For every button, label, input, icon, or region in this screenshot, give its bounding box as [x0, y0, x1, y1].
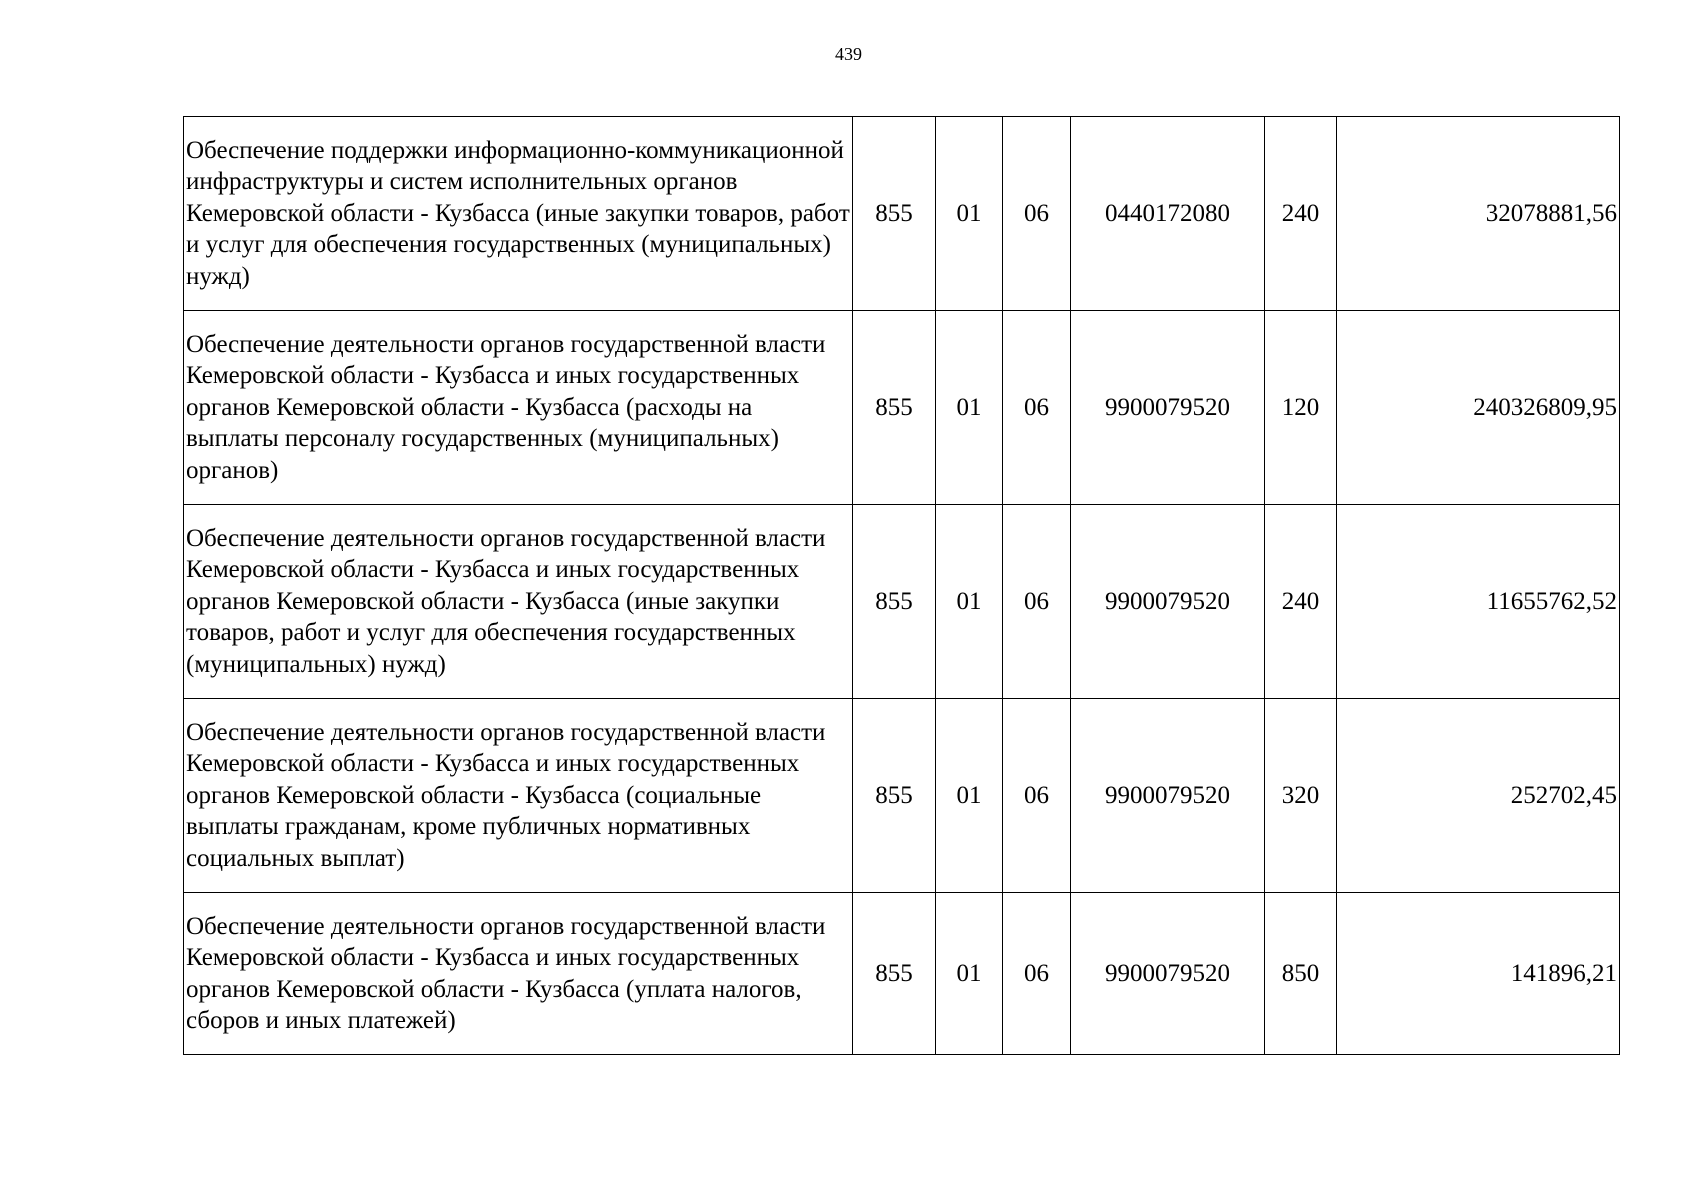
expense-type-code: 240	[1265, 117, 1337, 311]
ministry-code: 855	[853, 893, 936, 1055]
ministry-code: 855	[853, 117, 936, 311]
target-article-code: 0440172080	[1071, 117, 1265, 311]
amount-value: 252702,45	[1337, 699, 1620, 893]
expense-type-code: 850	[1265, 893, 1337, 1055]
expense-type-code: 240	[1265, 505, 1337, 699]
table-row	[184, 505, 1620, 699]
subsection-code: 06	[1003, 505, 1071, 699]
page-number: 439	[835, 44, 862, 64]
ministry-code: 855	[853, 311, 936, 505]
table-row	[184, 311, 1620, 505]
row-description: Обеспечение деятельности органов государственной власти Кемеровской области - Кузбасса и иных государственных органов Кемеровской области - Кузбасса (социальные выплаты гражданам, кроме публичных нормативных социальных выплат)	[184, 699, 853, 893]
row-description: Обеспечение деятельности органов государственной власти Кемеровской области - Кузбасса и иных государственных органов Кемеровской области - Кузбасса (уплата налогов, сборов и иных платежей)	[184, 893, 853, 1055]
target-article-code: 9900079520	[1071, 699, 1265, 893]
subsection-code: 06	[1003, 893, 1071, 1055]
table-row	[184, 893, 1620, 1055]
section-code: 01	[936, 117, 1003, 311]
subsection-code: 06	[1003, 117, 1071, 311]
expense-type-code: 320	[1265, 699, 1337, 893]
row-description: Обеспечение поддержки информационно-коммуникационной инфраструктуры и систем исполнительных органов Кемеровской области - Кузбасса (иные закупки товаров, работ и услуг для обеспечения государственных (муниципальных) нужд)	[184, 117, 853, 311]
subsection-code: 06	[1003, 311, 1071, 505]
amount-value: 240326809,95	[1337, 311, 1620, 505]
section-code: 01	[936, 699, 1003, 893]
row-description: Обеспечение деятельности органов государственной власти Кемеровской области - Кузбасса и иных государственных органов Кемеровской области - Кузбасса (расходы на выплаты персоналу государственных (муниципальных) органов)	[184, 311, 853, 505]
budget-table	[183, 116, 1620, 1055]
table-row	[184, 117, 1620, 311]
amount-value: 32078881,56	[1337, 117, 1620, 311]
amount-value: 11655762,52	[1337, 505, 1620, 699]
ministry-code: 855	[853, 505, 936, 699]
row-description: Обеспечение деятельности органов государственной власти Кемеровской области - Кузбасса и иных государственных органов Кемеровской области - Кузбасса (иные закупки товаров, работ и услуг для обеспечения государственных (муниципальных) нужд)	[184, 505, 853, 699]
amount-value: 141896,21	[1337, 893, 1620, 1055]
section-code: 01	[936, 311, 1003, 505]
subsection-code: 06	[1003, 699, 1071, 893]
ministry-code: 855	[853, 699, 936, 893]
section-code: 01	[936, 893, 1003, 1055]
target-article-code: 9900079520	[1071, 311, 1265, 505]
expense-type-code: 120	[1265, 311, 1337, 505]
table-row	[184, 699, 1620, 893]
target-article-code: 9900079520	[1071, 505, 1265, 699]
section-code: 01	[936, 505, 1003, 699]
target-article-code: 9900079520	[1071, 893, 1265, 1055]
